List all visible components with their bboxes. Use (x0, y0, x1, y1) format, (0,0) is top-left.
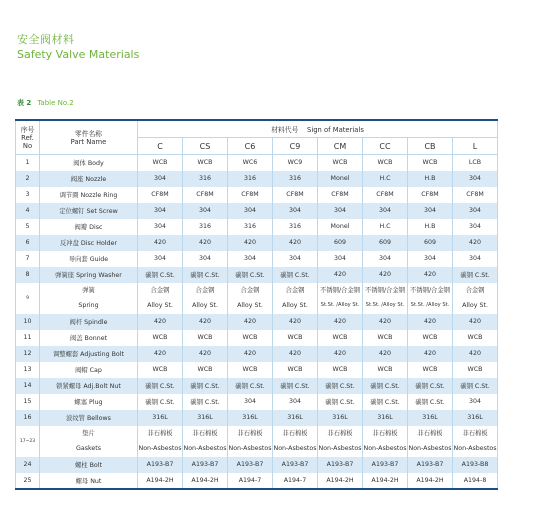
material-value: 609 (363, 235, 408, 251)
material-value: WCB (273, 330, 318, 346)
material-value: 420 (453, 235, 498, 251)
material-value: Monel (318, 219, 363, 235)
material-value: 304 (408, 203, 453, 219)
material-value: 420 (318, 346, 363, 362)
ref-number: 1 (16, 155, 40, 171)
material-value-cn: 非石棉板 (372, 430, 398, 437)
material-value: 316L (453, 410, 498, 426)
material-value: A194-2H (138, 473, 183, 489)
material-value-en: St.St. /Alloy St. (410, 302, 450, 308)
material-value: A194-2H (408, 473, 453, 489)
material-value: 420 (318, 314, 363, 330)
material-value: 碳钢 C.St. (228, 267, 273, 283)
material-value: WCB (363, 330, 408, 346)
part-name: 调整螺套 Adjusting Bolt (40, 346, 138, 362)
ref-number: 15 (16, 394, 40, 410)
material-value: WCB (138, 155, 183, 171)
material-value: 碳钢 C.St. (408, 378, 453, 394)
part-name: 阀杆 Spindle (40, 314, 138, 330)
material-value: 304 (183, 203, 228, 219)
material-value: WCB (138, 362, 183, 378)
material-value-cn: 非石棉板 (237, 430, 263, 437)
material-value: 316 (183, 219, 228, 235)
part-name-cn: 弹簧 (82, 287, 95, 294)
part-name: 螺母 Nut (40, 473, 138, 489)
material-value: A194-2H (363, 473, 408, 489)
material-value: CF8M (363, 187, 408, 203)
material-value (363, 283, 408, 314)
material-value: 420 (408, 314, 453, 330)
material-code-header: C (138, 138, 183, 155)
table-caption-en: Table No.2 (37, 99, 74, 107)
material-value: CF8M (273, 187, 318, 203)
table-row (16, 187, 498, 203)
material-value-cn: 非石棉板 (147, 430, 173, 437)
table-caption-cn: 表 2 (17, 99, 32, 107)
part-name: 调节圈 Nozzle Ring (40, 187, 138, 203)
material-value: WCB (228, 330, 273, 346)
material-value: 420 (183, 235, 228, 251)
material-value: CF8M (453, 187, 498, 203)
material-value: 316L (318, 410, 363, 426)
material-value (363, 426, 408, 457)
page-title-cn: 安全阀材料 (17, 33, 75, 46)
part-name (40, 426, 138, 457)
material-value: 420 (318, 267, 363, 283)
ref-number: 3 (16, 187, 40, 203)
material-value: WCB (408, 362, 453, 378)
material-value: 碳钢 C.St. (138, 267, 183, 283)
material-value-cn: 合金钢 (465, 287, 485, 294)
material-code-header: C9 (273, 138, 318, 155)
ref-number: 5 (16, 219, 40, 235)
material-value: 碳钢 C.St. (228, 378, 273, 394)
material-value: WCB (408, 155, 453, 171)
material-value-en: Non-Asbestos (183, 445, 227, 452)
material-value: 碳钢 C.St. (183, 378, 228, 394)
part-name: 螺塞 Plug (40, 394, 138, 410)
ref-number: 25 (16, 473, 40, 489)
table-row (16, 346, 498, 362)
page-title-en: Safety Valve Materials (17, 48, 140, 61)
table-row (16, 219, 498, 235)
material-value: WCB (183, 330, 228, 346)
material-value: 304 (318, 203, 363, 219)
material-value-cn: 非石棉板 (282, 430, 308, 437)
material-value (138, 426, 183, 457)
material-value (408, 283, 453, 314)
table-row (16, 251, 498, 267)
part-name: 阀帽 Cap (40, 362, 138, 378)
material-value: 316L (228, 410, 273, 426)
materials-table (15, 119, 498, 490)
material-value: 316L (408, 410, 453, 426)
material-value: 420 (138, 314, 183, 330)
part-name: 阀体 Body (40, 155, 138, 171)
ref-number: 8 (16, 267, 40, 283)
part-name-header-cn: 零件名称 (74, 129, 103, 138)
ref-number: 13 (16, 362, 40, 378)
material-value: 碳钢 C.St. (363, 378, 408, 394)
material-value (138, 283, 183, 314)
material-value: A193-B7 (228, 457, 273, 473)
material-value: WCB (273, 362, 318, 378)
material-value-en: Alloy St. (282, 302, 308, 309)
material-value: 609 (318, 235, 363, 251)
material-value-cn: 非石棉板 (192, 430, 218, 437)
table-row (16, 394, 498, 410)
material-value: WCB (318, 155, 363, 171)
part-name-en: Spring (78, 302, 99, 309)
material-value: 420 (408, 267, 453, 283)
material-value-cn: 合金钢 (195, 287, 215, 294)
material-value: 304 (228, 394, 273, 410)
material-value: 420 (363, 346, 408, 362)
material-value: 碳钢 C.St. (183, 267, 228, 283)
material-value: 316 (183, 171, 228, 187)
material-value-cn: 非石棉板 (462, 430, 488, 437)
material-value: 316L (363, 410, 408, 426)
material-value: WCB (408, 330, 453, 346)
material-value: 304 (453, 171, 498, 187)
material-value: 420 (453, 314, 498, 330)
material-value: 304 (138, 203, 183, 219)
material-value: 420 (138, 235, 183, 251)
material-value: 304 (138, 251, 183, 267)
ref-number: 12 (16, 346, 40, 362)
material-value-en: Non-Asbestos (408, 445, 452, 452)
table-row (16, 283, 498, 314)
material-value: WCB (228, 362, 273, 378)
material-value: 304 (273, 394, 318, 410)
material-value-cn: 不锈钢/合金钢 (410, 287, 450, 294)
material-value: 碳钢 C.St. (453, 378, 498, 394)
material-value: CF8M (408, 187, 453, 203)
materials-table-body (16, 155, 498, 489)
part-name: 螺柱 Bolt (40, 457, 138, 473)
material-value: 304 (453, 219, 498, 235)
part-name: 定位螺钉 Set Screw (40, 203, 138, 219)
material-value: 420 (363, 267, 408, 283)
material-value: H.C (363, 219, 408, 235)
table-row (16, 426, 498, 457)
material-value: WCB (453, 330, 498, 346)
material-code-header: L (453, 138, 498, 155)
part-name: 阀瓣 Disc (40, 219, 138, 235)
table-row (16, 203, 498, 219)
material-value: 420 (363, 314, 408, 330)
material-value: H.B (408, 171, 453, 187)
material-value: A193-B7 (408, 457, 453, 473)
material-value: CF8M (183, 187, 228, 203)
material-value: A193-B7 (363, 457, 408, 473)
material-value-en: Non-Asbestos (273, 445, 317, 452)
ref-number: 11 (16, 330, 40, 346)
material-value: 316 (228, 171, 273, 187)
part-name-cn: 垫片 (82, 430, 95, 437)
material-value-cn: 合金钢 (285, 287, 305, 294)
table-row (16, 410, 498, 426)
material-value: WC9 (273, 155, 318, 171)
part-name-header-en: Part Name (70, 137, 107, 146)
ref-number: 16 (16, 410, 40, 426)
material-value: 316 (273, 171, 318, 187)
material-value: 304 (228, 251, 273, 267)
material-value: 316L (138, 410, 183, 426)
part-name: 反冲盘 Disc Holder (40, 235, 138, 251)
part-name-en: Gaskets (75, 445, 102, 452)
material-value: 304 (273, 251, 318, 267)
table-row (16, 155, 498, 171)
material-value: 304 (453, 203, 498, 219)
material-value: 碳钢 C.St. (273, 267, 318, 283)
material-value (183, 283, 228, 314)
material-value: 碳钢 C.St. (453, 267, 498, 283)
material-value: A193-B7 (183, 457, 228, 473)
material-value: 碳钢 C.St. (363, 394, 408, 410)
material-value: 609 (408, 235, 453, 251)
material-value: A194-7 (273, 473, 318, 489)
table-row (16, 473, 498, 489)
material-value-en: Alloy St. (192, 302, 218, 309)
material-value: 316L (183, 410, 228, 426)
table-row (16, 457, 498, 473)
material-value (228, 426, 273, 457)
material-value: A194-2H (318, 473, 363, 489)
ref-number: 4 (16, 203, 40, 219)
material-value (228, 283, 273, 314)
material-value: WC6 (228, 155, 273, 171)
material-value: WCB (138, 330, 183, 346)
material-value: CF8M (138, 187, 183, 203)
part-name: 锁紧螺母 Adj.Bolt Nut (40, 378, 138, 394)
material-value: CF8M (318, 187, 363, 203)
ref-number: 10 (16, 314, 40, 330)
material-value: 304 (138, 171, 183, 187)
material-value (318, 283, 363, 314)
material-value-en: St.St. /Alloy St. (365, 302, 405, 308)
material-value: A193-B8 (453, 457, 498, 473)
table-row (16, 267, 498, 283)
material-value: 304 (363, 203, 408, 219)
ref-column-header (16, 120, 40, 155)
ref-number: 24 (16, 457, 40, 473)
part-name-column-header (40, 120, 138, 155)
table-row (16, 330, 498, 346)
material-value: 420 (138, 346, 183, 362)
part-name: 波纹管 Bellows (40, 410, 138, 426)
material-value: 316 (273, 219, 318, 235)
material-value: H.C (363, 171, 408, 187)
ref-number: 9 (16, 283, 40, 314)
table-row (16, 235, 498, 251)
material-value: 304 (138, 219, 183, 235)
material-value: 碳钢 C.St. (138, 394, 183, 410)
material-value: WCB (363, 155, 408, 171)
material-value: 420 (408, 346, 453, 362)
material-value: WCB (453, 362, 498, 378)
material-value: WCB (363, 362, 408, 378)
material-value: 420 (228, 235, 273, 251)
material-value-en: Non-Asbestos (453, 445, 497, 452)
material-value: 碳钢 C.St. (408, 394, 453, 410)
material-value: A194-8 (453, 473, 498, 489)
part-name: 导向套 Guide (40, 251, 138, 267)
material-value (183, 426, 228, 457)
material-value-cn: 不锈钢/合金钢 (320, 287, 360, 294)
material-code-header: CM (318, 138, 363, 155)
ref-number: 7 (16, 251, 40, 267)
material-value: WCB (318, 362, 363, 378)
material-value (273, 426, 318, 457)
material-value: 碳钢 C.St. (183, 394, 228, 410)
table-row (16, 378, 498, 394)
material-value: WCB (183, 155, 228, 171)
table-row (16, 362, 498, 378)
material-value: A194-7 (228, 473, 273, 489)
material-value-cn: 非石棉板 (327, 430, 353, 437)
material-value-en: St.St. /Alloy St. (320, 302, 360, 308)
material-value: 420 (228, 314, 273, 330)
part-name: 阀座 Nozzle (40, 171, 138, 187)
material-value: 碳钢 C.St. (138, 378, 183, 394)
material-value: 420 (273, 346, 318, 362)
material-value: 碳钢 C.St. (318, 378, 363, 394)
material-value-cn: 不锈钢/合金钢 (365, 287, 405, 294)
material-value: 碳钢 C.St. (273, 378, 318, 394)
material-value: 420 (228, 346, 273, 362)
material-value: A193-B7 (273, 457, 318, 473)
part-name: 阀盖 Bonnet (40, 330, 138, 346)
table-row (16, 171, 498, 187)
material-value: A193-B7 (318, 457, 363, 473)
material-value: Monel (318, 171, 363, 187)
material-value: 304 (273, 203, 318, 219)
material-code-header: CB (408, 138, 453, 155)
material-value-en: Non-Asbestos (228, 445, 272, 452)
ref-number: 6 (16, 235, 40, 251)
ref-number: 2 (16, 171, 40, 187)
material-value-cn: 非石棉板 (417, 430, 443, 437)
material-value: 420 (183, 346, 228, 362)
material-value: H.B (408, 219, 453, 235)
material-value: A194-2H (183, 473, 228, 489)
material-value: 碳钢 C.St. (318, 394, 363, 410)
part-name (40, 283, 138, 314)
material-value: 316 (228, 219, 273, 235)
material-value-en: Non-Asbestos (318, 445, 362, 452)
material-value-cn: 合金钢 (240, 287, 260, 294)
ref-header-cn: 序号 (20, 125, 35, 134)
material-value-en: Alloy St. (237, 302, 263, 309)
material-value-en: Alloy St. (462, 302, 488, 309)
material-value: WCB (318, 330, 363, 346)
sign-of-materials-header: 材料代号 Sign of Materials (138, 120, 498, 138)
material-value-en: Non-Asbestos (363, 445, 407, 452)
ref-header-en2: No (22, 141, 33, 150)
ref-number: 17~23 (16, 426, 40, 457)
table-caption (17, 98, 74, 108)
part-name: 弹簧座 Spring Washer (40, 267, 138, 283)
material-value: 304 (408, 251, 453, 267)
material-value: LCB (453, 155, 498, 171)
material-value (318, 426, 363, 457)
material-value: 304 (228, 203, 273, 219)
material-code-header: CS (183, 138, 228, 155)
material-value: 304 (453, 394, 498, 410)
material-value: 420 (183, 314, 228, 330)
material-value: 420 (273, 314, 318, 330)
material-value (453, 426, 498, 457)
material-value (453, 283, 498, 314)
material-value: 420 (273, 235, 318, 251)
material-code-header: C6 (228, 138, 273, 155)
material-value (408, 426, 453, 457)
table-row (16, 314, 498, 330)
material-value: 316L (273, 410, 318, 426)
material-value: CF8M (228, 187, 273, 203)
ref-number: 14 (16, 378, 40, 394)
material-value: WCB (183, 362, 228, 378)
material-value: 304 (318, 251, 363, 267)
material-value (273, 283, 318, 314)
material-value-en: Non-Asbestos (138, 445, 182, 452)
material-code-header: CC (363, 138, 408, 155)
material-value: A193-B7 (138, 457, 183, 473)
ref-header-en1: Ref. (21, 133, 34, 142)
material-value: 304 (183, 251, 228, 267)
material-value: 304 (453, 251, 498, 267)
material-value-en: Alloy St. (147, 302, 173, 309)
material-value-cn: 合金钢 (150, 287, 170, 294)
material-value: 420 (453, 346, 498, 362)
material-value: 304 (363, 251, 408, 267)
